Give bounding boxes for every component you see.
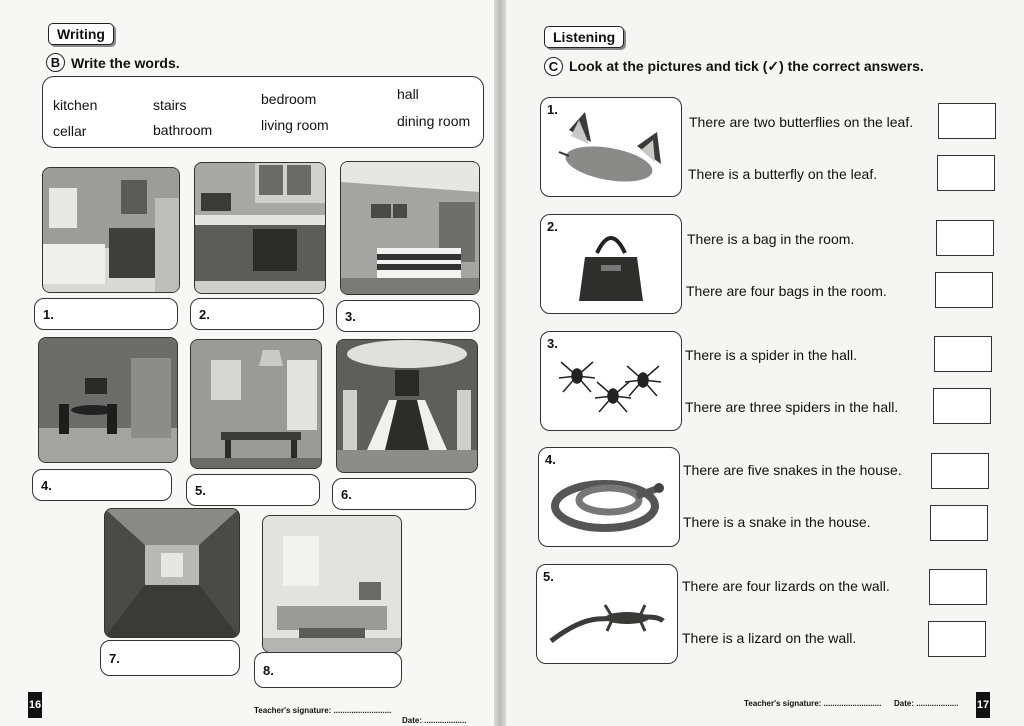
word: dining room <box>397 113 471 129</box>
sentence-5a: There are four lizards on the wall. <box>682 578 890 594</box>
tick-box-4a[interactable] <box>931 453 989 489</box>
answer-label: 4. <box>41 478 52 493</box>
answer-label: 3. <box>345 309 356 324</box>
photo-dining-room <box>190 339 322 469</box>
answer-box-3[interactable] <box>336 300 480 332</box>
word: kitchen <box>53 97 98 113</box>
left-page <box>0 0 494 726</box>
photo-dining-area <box>38 337 178 463</box>
spider-icon <box>551 352 671 422</box>
tick-box-1a[interactable] <box>938 103 996 139</box>
page-number: 16 <box>28 692 42 718</box>
photo-living-room <box>262 515 402 653</box>
answer-label: 8. <box>263 663 274 678</box>
answer-label: 7. <box>109 651 120 666</box>
section-tab-listening: Listening <box>544 26 624 48</box>
instruction-text: Write the words. <box>71 54 180 71</box>
answer-box-6[interactable] <box>332 478 476 510</box>
picture-frame-1 <box>540 97 682 197</box>
item-number: 1. <box>547 102 558 117</box>
photo-kitchen <box>194 162 326 294</box>
tick-box-4b[interactable] <box>930 505 988 541</box>
snake-icon <box>549 468 669 538</box>
picture-frame-4 <box>538 447 680 547</box>
tick-box-3b[interactable] <box>933 388 991 424</box>
item-number: 4. <box>545 452 556 467</box>
sentence-4a: There are five snakes in the house. <box>683 462 902 478</box>
teacher-signature: Teacher's signature: .......................... <box>254 706 392 715</box>
answer-label: 2. <box>199 307 210 322</box>
item-number: 5. <box>543 569 554 584</box>
word: hall <box>397 86 419 102</box>
sentence-1a: There are two butterflies on the leaf. <box>689 114 914 130</box>
word: bathroom <box>153 122 213 138</box>
instruction-b <box>46 53 180 72</box>
instruction-letter: C <box>544 57 563 76</box>
answer-box-1[interactable] <box>34 298 178 330</box>
answer-box-2[interactable] <box>190 298 324 330</box>
sentence-2a: There is a bag in the room. <box>687 231 855 247</box>
answer-label: 5. <box>195 483 206 498</box>
instruction-letter: B <box>46 53 65 72</box>
sentence-1b: There is a butterfly on the leaf. <box>688 166 878 182</box>
sentence-3a: There is a spider in the hall. <box>685 347 857 363</box>
answer-box-7[interactable] <box>100 640 240 676</box>
word: living room <box>261 117 329 133</box>
tick-box-5a[interactable] <box>929 569 987 605</box>
photo-hall-stairs <box>336 339 478 473</box>
sentence-4b: There is a snake in the house. <box>683 514 871 530</box>
item-number: 3. <box>547 336 558 351</box>
butterfly-icon <box>549 102 673 192</box>
right-page <box>506 0 1024 726</box>
tick-box-3a[interactable] <box>934 336 992 372</box>
picture-frame-3 <box>540 331 682 431</box>
instruction-text: Look at the pictures and tick (✓) the correct answers. <box>569 58 924 74</box>
book-spine <box>494 0 506 726</box>
picture-frame-5 <box>536 564 678 664</box>
photo-cellar <box>104 508 240 638</box>
answer-box-4[interactable] <box>32 469 172 501</box>
sentence-3b: There are three spiders in the hall. <box>685 399 899 415</box>
item-number: 2. <box>547 219 558 234</box>
bag-icon <box>571 223 651 307</box>
sentence-5b: There is a lizard on the wall. <box>682 630 857 646</box>
date-label: Date: ................... <box>402 716 467 725</box>
page-number: 17 <box>976 692 990 718</box>
picture-frame-2 <box>540 214 682 314</box>
instruction-c <box>544 57 924 76</box>
photo-bathroom <box>42 167 180 293</box>
tick-box-2b[interactable] <box>935 272 993 308</box>
lizard-icon <box>547 591 667 651</box>
photo-bedroom <box>340 161 480 295</box>
tick-box-5b[interactable] <box>928 621 986 657</box>
word: bedroom <box>261 91 317 107</box>
tick-box-2a[interactable] <box>936 220 994 256</box>
answer-box-8[interactable] <box>254 652 402 688</box>
teacher-signature: Teacher's signature: .......................... <box>744 699 882 708</box>
answer-label: 6. <box>341 487 352 502</box>
section-tab-writing: Writing <box>48 23 114 45</box>
word: stairs <box>153 97 187 113</box>
sentence-2b: There are four bags in the room. <box>686 283 887 299</box>
answer-label: 1. <box>43 307 54 322</box>
tick-box-1b[interactable] <box>937 155 995 191</box>
answer-box-5[interactable] <box>186 474 320 506</box>
word-box <box>42 76 484 148</box>
date-label: Date: ................... <box>894 699 959 708</box>
word: cellar <box>53 123 87 139</box>
